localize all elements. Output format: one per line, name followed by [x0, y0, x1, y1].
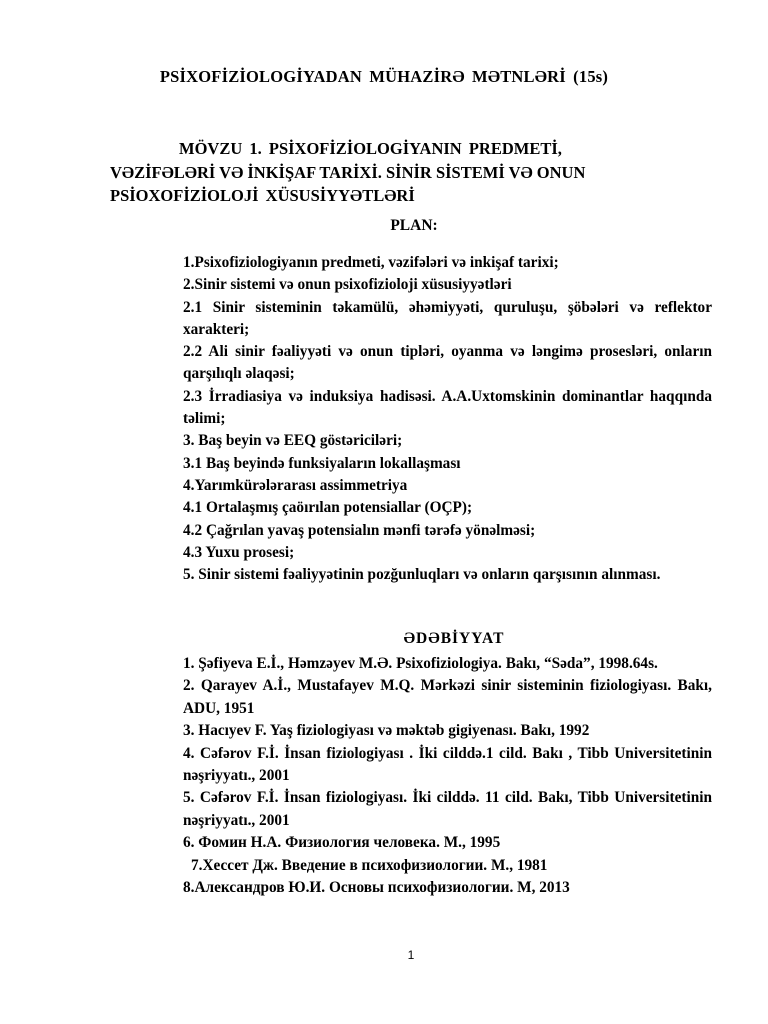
- plan-item: 3.1 Baş beyində funksiyaların lokallaşması: [183, 454, 461, 472]
- reference-item: 4. Cəfərov F.İ. İnsan fiziologiyası . İki cilddə.1 cild. Bakı , Tibb Universitetinin nəşriyyatı., 2001: [183, 744, 712, 785]
- topic-line-2: VƏZİFƏLƏRİ VƏ İNKİŞAF TARİXİ. SİNİR SİSTEMİ VƏ ONUN: [110, 162, 586, 182]
- plan-list: [183, 252, 712, 586]
- document-title: PSİXOFİZİOLOGİYADAN MÜHAZİRƏ MƏTNLƏRİ (15s): [159, 67, 609, 86]
- page-number: 1: [407, 948, 415, 962]
- topic-line-1: MÖVZU 1. PSİXOFİZİOLOGİYANIN PREDMETİ,: [179, 139, 562, 158]
- reference-item: 1. Şəfiyeva E.İ., Həmzəyev M.Ə. Psixofiziologiya. Bakı, “Səda”, 1998.64s.: [183, 655, 658, 672]
- reference-item: 8.Александров Ю.И. Основы психофизиологии. М, 2013: [183, 879, 570, 897]
- reference-item: 7.Хессет Дж. Введение в психофизиологии. М., 1981: [191, 856, 548, 874]
- plan-item: 5. Sinir sistemi fəaliyyətinin pozğunluqları və onların qarşısının alınması.: [183, 566, 661, 584]
- reference-item: 2. Qarayev A.İ., Mustafayev M.Q. Mərkəzi sinir sisteminin fiziologiyası. Bakı, ADU, 1951: [183, 677, 712, 717]
- reference-item: 5. Cəfərov F.İ. İnsan fiziologiyası. İki cilddə. 11 cild. Bakı, Tibb Universitetinin nəşriyyatı., 2001: [183, 789, 712, 829]
- topic-line-3: PSİOXOFİZİOLOJİ XÜSUSİYYƏTLƏRİ: [110, 186, 415, 205]
- plan-item: 4.3 Yuxu prosesi;: [183, 543, 295, 561]
- plan-item: 2.Sinir sistemi və onun psixofizioloji xüsusiyyətləri: [183, 276, 512, 294]
- plan-item: 2.1 Sinir sisteminin təkamülü, əhəmiyyəti, quruluşu, şöbələri və reflektor xarakteri;: [183, 298, 712, 338]
- plan-item: 3. Baş beyin və EEQ göstəriciləri;: [183, 432, 403, 450]
- plan-item: 4.1 Ortalaşmış çaöırılan potensiallar (OÇP);: [183, 499, 473, 517]
- plan-item: 4.2 Çağrılan yavaş potensialın mənfi tərəfə yönəlməsi;: [183, 521, 536, 539]
- references-list: [183, 653, 712, 899]
- plan-item: 2.2 Ali sinir fəaliyyəti və onun tipləri, oyanma və ləngimə prosesləri, onların qarşılıqlı əlaqəsi;: [183, 343, 712, 383]
- plan-item: 1.Psixofiziologiyanın predmeti, vəzifələri və inkişaf tarixi;: [183, 254, 559, 271]
- references-heading: ƏDƏBİYYAT: [403, 630, 505, 647]
- plan-heading: PLAN:: [390, 217, 438, 234]
- reference-item: 3. Hacıyev F. Yaş fiziologiyası və məktəb gigiyenası. Bakı, 1992: [183, 722, 590, 740]
- plan-item: 4.Yarımkürələrarası assimmetriya: [183, 476, 408, 494]
- topic-heading: [110, 137, 670, 208]
- reference-item: 6. Фомин Н.А. Физиология человека. М., 1995: [183, 834, 501, 852]
- plan-item: 2.3 İrradiasiya və induksiya hadisəsi. A.A.Uxtomskinin dominantlar haqqında təlimi;: [183, 387, 712, 428]
